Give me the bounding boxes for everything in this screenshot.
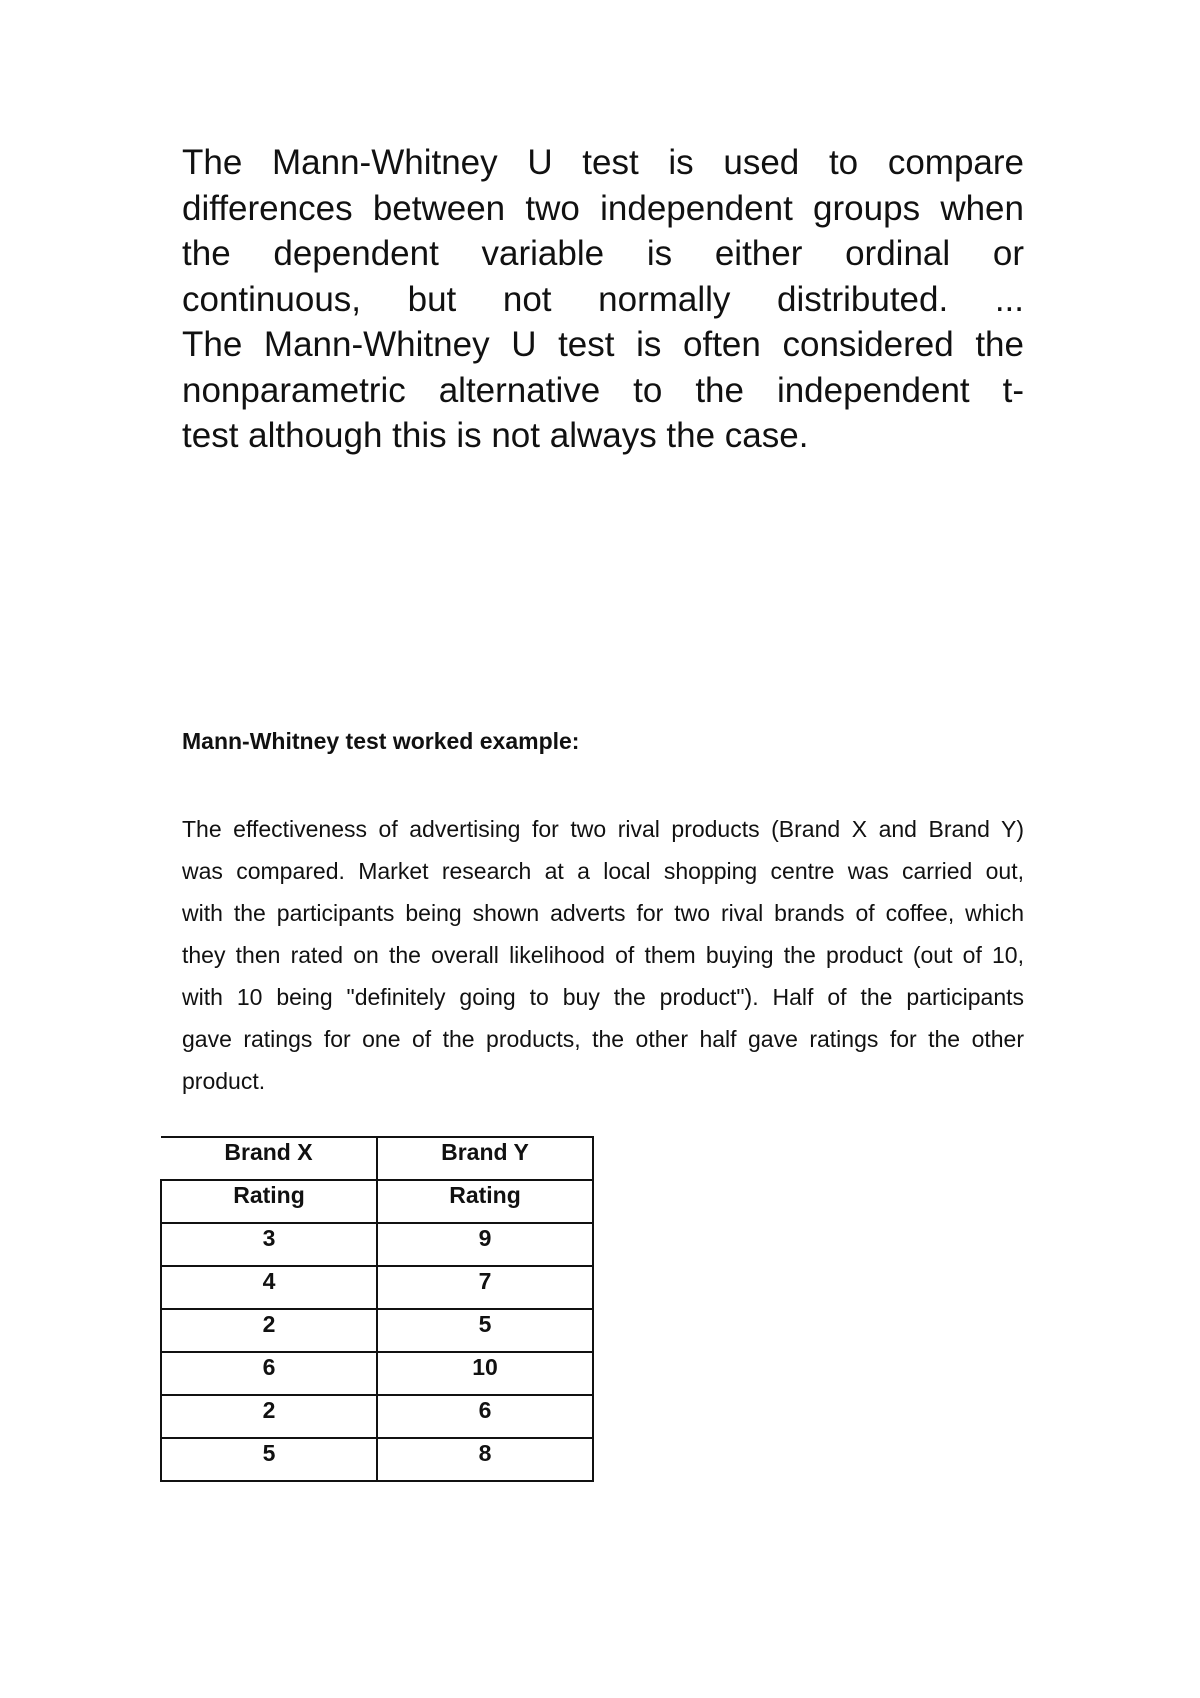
table-cell: 8	[377, 1438, 593, 1481]
ratings-table	[160, 1136, 594, 1482]
paragraph-line: with 10 being "definitely going to buy the product"). Half of the participants	[182, 984, 1024, 1010]
table-row	[161, 1352, 593, 1395]
paragraph-line: they then rated on the overall likelihood of them buying the product (out of 10,	[182, 942, 1024, 968]
column-subheader: Rating	[161, 1180, 377, 1223]
table-row	[161, 1309, 593, 1352]
worked-example-heading: Mann-Whitney test worked example:	[182, 728, 580, 754]
column-header-brand-y: Brand Y	[377, 1137, 593, 1180]
table-row	[161, 1395, 593, 1438]
paragraph-line: gave ratings for one of the products, the other half gave ratings for the other	[182, 1026, 1024, 1052]
paragraph-line: with the participants being shown adverts for two rival brands of coffee, which	[182, 900, 1024, 926]
paragraph-line: The effectiveness of advertising for two rival products (Brand X and Brand Y)	[182, 816, 1024, 842]
table-cell: 6	[161, 1352, 377, 1395]
worked-example-paragraph	[182, 808, 1024, 1102]
table-row	[161, 1438, 593, 1481]
intro-paragraph	[182, 140, 1024, 459]
table-row	[161, 1266, 593, 1309]
table-cell: 10	[377, 1352, 593, 1395]
column-subheader: Rating	[377, 1180, 593, 1223]
paragraph-line: product.	[182, 1068, 266, 1094]
table-subheader-row	[161, 1180, 593, 1223]
table-cell: 4	[161, 1266, 377, 1309]
table-cell: 3	[161, 1223, 377, 1266]
table-cell: 9	[377, 1223, 593, 1266]
table-cell: 6	[377, 1395, 593, 1438]
table-cell: 7	[377, 1266, 593, 1309]
intro-line: The Mann-Whitney U test is used to compare	[182, 143, 1024, 182]
column-header-brand-x: Brand X	[161, 1137, 377, 1180]
table-cell: 2	[161, 1395, 377, 1438]
intro-line: test although this is not always the case.	[182, 416, 809, 455]
table-row	[161, 1223, 593, 1266]
intro-line: differences between two independent groups when	[182, 188, 1024, 228]
table-cell: 5	[161, 1438, 377, 1481]
intro-line: nonparametric alternative to the independent t-	[182, 370, 1024, 410]
table-header-row	[161, 1137, 593, 1180]
table-cell: 5	[377, 1309, 593, 1352]
intro-line: continuous, but not normally distributed. ...	[182, 279, 1024, 319]
intro-line: the dependent variable is either ordinal or	[182, 234, 1024, 273]
intro-line: The Mann-Whitney U test is often considered the	[182, 325, 1024, 364]
paragraph-line: was compared. Market research at a local shopping centre was carried out,	[182, 858, 1024, 884]
table-cell: 2	[161, 1309, 377, 1352]
